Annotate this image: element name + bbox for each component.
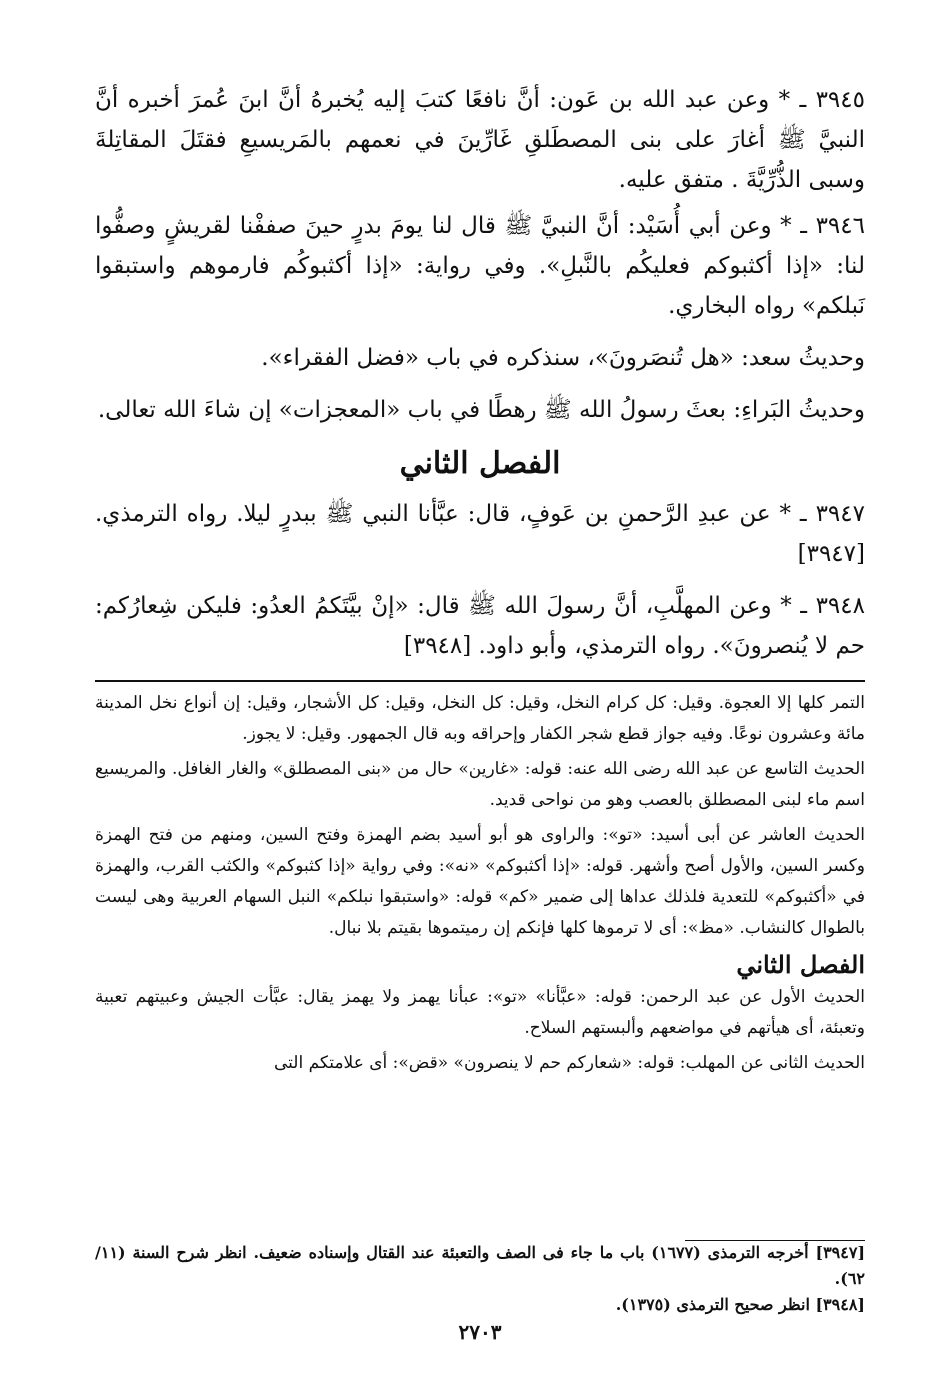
commentary-divider (95, 680, 865, 682)
commentary-section-heading: الفصل الثاني (736, 950, 865, 979)
commentary-paragraph: الحديث التاسع عن عبد الله رضى الله عنه: قوله: «غارين» حال من «بنى المصطلق» والغار الغافل. والمريسيع اسم ماء لبنى المصطلق بالعصب وهو من نواحى قديد. (95, 759, 865, 810)
hadith-3948: ٣٩٤٨ ـ * وعن المهلَّبِ، أنَّ رسولَ الله ﷺ قال: «إنْ بيَّتَكمُ العدُو: فليكن شِعارُكم: حم لا يُنصرونَ». رواه الترمذي، وأبو داود. [٣٩٤٨] (95, 593, 865, 659)
hadith-3946: ٣٩٤٦ ـ * وعن أبي أُسَيْد: أنَّ النبيَّ ﷺ قال لنا يومَ بدرٍ حينَ صففْنا لقريشٍ وصفُّوا لنا: «إذا أكثبوكم فعليكُم بالنَّبلِ». وفي رواية: «إذا أكثبوكُم فارموهم واستبقوا نَبلكم» رواه البخاري. (95, 213, 865, 319)
section-heading: الفصل الثاني (399, 446, 561, 481)
hadith-3947: ٣٩٤٧ ـ * عن عبدِ الرَّحمنِ بن عَوفٍ، قال: عبَّأنا النبي ﷺ ببدرٍ ليلا. رواه الترمذي. [٣٩٤٧] (95, 501, 865, 567)
footnote-3948: [٣٩٤٨] انظر صحيح الترمذى (١٣٧٥). (615, 1295, 865, 1314)
hadith-3945: ٣٩٤٥ ـ * وعن عبد الله بن عَون: أنَّ نافعًا كتبَ إليه يُخبرهُ أنَّ ابنَ عُمرَ أخبره أنَّ النبيَّ ﷺ أغارَ على بنى المصطَلقِ غَارِّينَ في نعمهم بالمَريسيعِ فقتَلَ المقاتِلةَ وسبى الذُّرِّيَّةَ . متفق عليه. (95, 87, 865, 193)
commentary-text (95, 688, 865, 1079)
hadith-saad-note: وحديثُ سعد: «هل تُنصَرونَ»، سنذكره في باب «فضل الفقراء». (261, 345, 865, 371)
main-text (95, 80, 865, 666)
page-number: ٢٧٠٣ (458, 1320, 502, 1344)
book-page (95, 80, 865, 1370)
footnotes (95, 1240, 865, 1318)
hadith-bara-note: وحديثُ البَراءِ: بعثَ رسولُ الله ﷺ رهطًا في باب «المعجزات» إن شاءَ الله تعالى. (97, 397, 865, 423)
commentary-paragraph: الحديث العاشر عن أبى أسيد: «تو»: والراوى هو أبو أسيد بضم الهمزة وفتح السين، ومنهم من فتح الهمزة وكسر السين، والأول أصح وأشهر. قوله: «إذا أكثبوكم» «نه»: وفي رواية «إذا كثبوكم» والكثب القرب، والهمزة في «أكثبوكم» للتعدية فلذلك عداها إلى ضمير «كم» قوله: «واستبقوا نبلكم» النبل السهام العربية وهى ليست بالطوال كالنشاب. «مظ»: أى لا ترموها كلها فإنكم إن رميتموها بقيتم بلا نبال. (95, 825, 865, 938)
commentary-paragraph: الحديث الأول عن عبد الرحمن: قوله: «عبَّأنا» «تو»: عبأنا يهمز ولا يهمز يقال: عبَّأت الجيش وعبيتهم تعبية وتعبئة، أى هيأتهم في مواضعهم وألبستهم السلاح. (95, 987, 865, 1038)
commentary-paragraph: التمر كلها إلا العجوة. وقيل: كل كرام النخل، وقيل: كل النخل، وقيل: كل الأشجار، وقيل: إن أنواع نخل المدينة مائة وعشرون نوعًا. وفيه جواز قطع شجر الكفار وإحراقه وبه قال الجمهور. وقيل: لا يجوز. (95, 693, 865, 744)
commentary-paragraph: الحديث الثانى عن المهلب: قوله: «شعاركم حم لا ينصرون» «قض»: أى علامتكم التى (274, 1053, 865, 1073)
footnote-3947: [٣٩٤٧] أخرجه الترمذى (١٦٧٧) باب ما جاء فى الصف والتعبئة عند القتال وإسناده ضعيف. انظر شرح السنة (١١/ ٦٢). (95, 1243, 866, 1288)
